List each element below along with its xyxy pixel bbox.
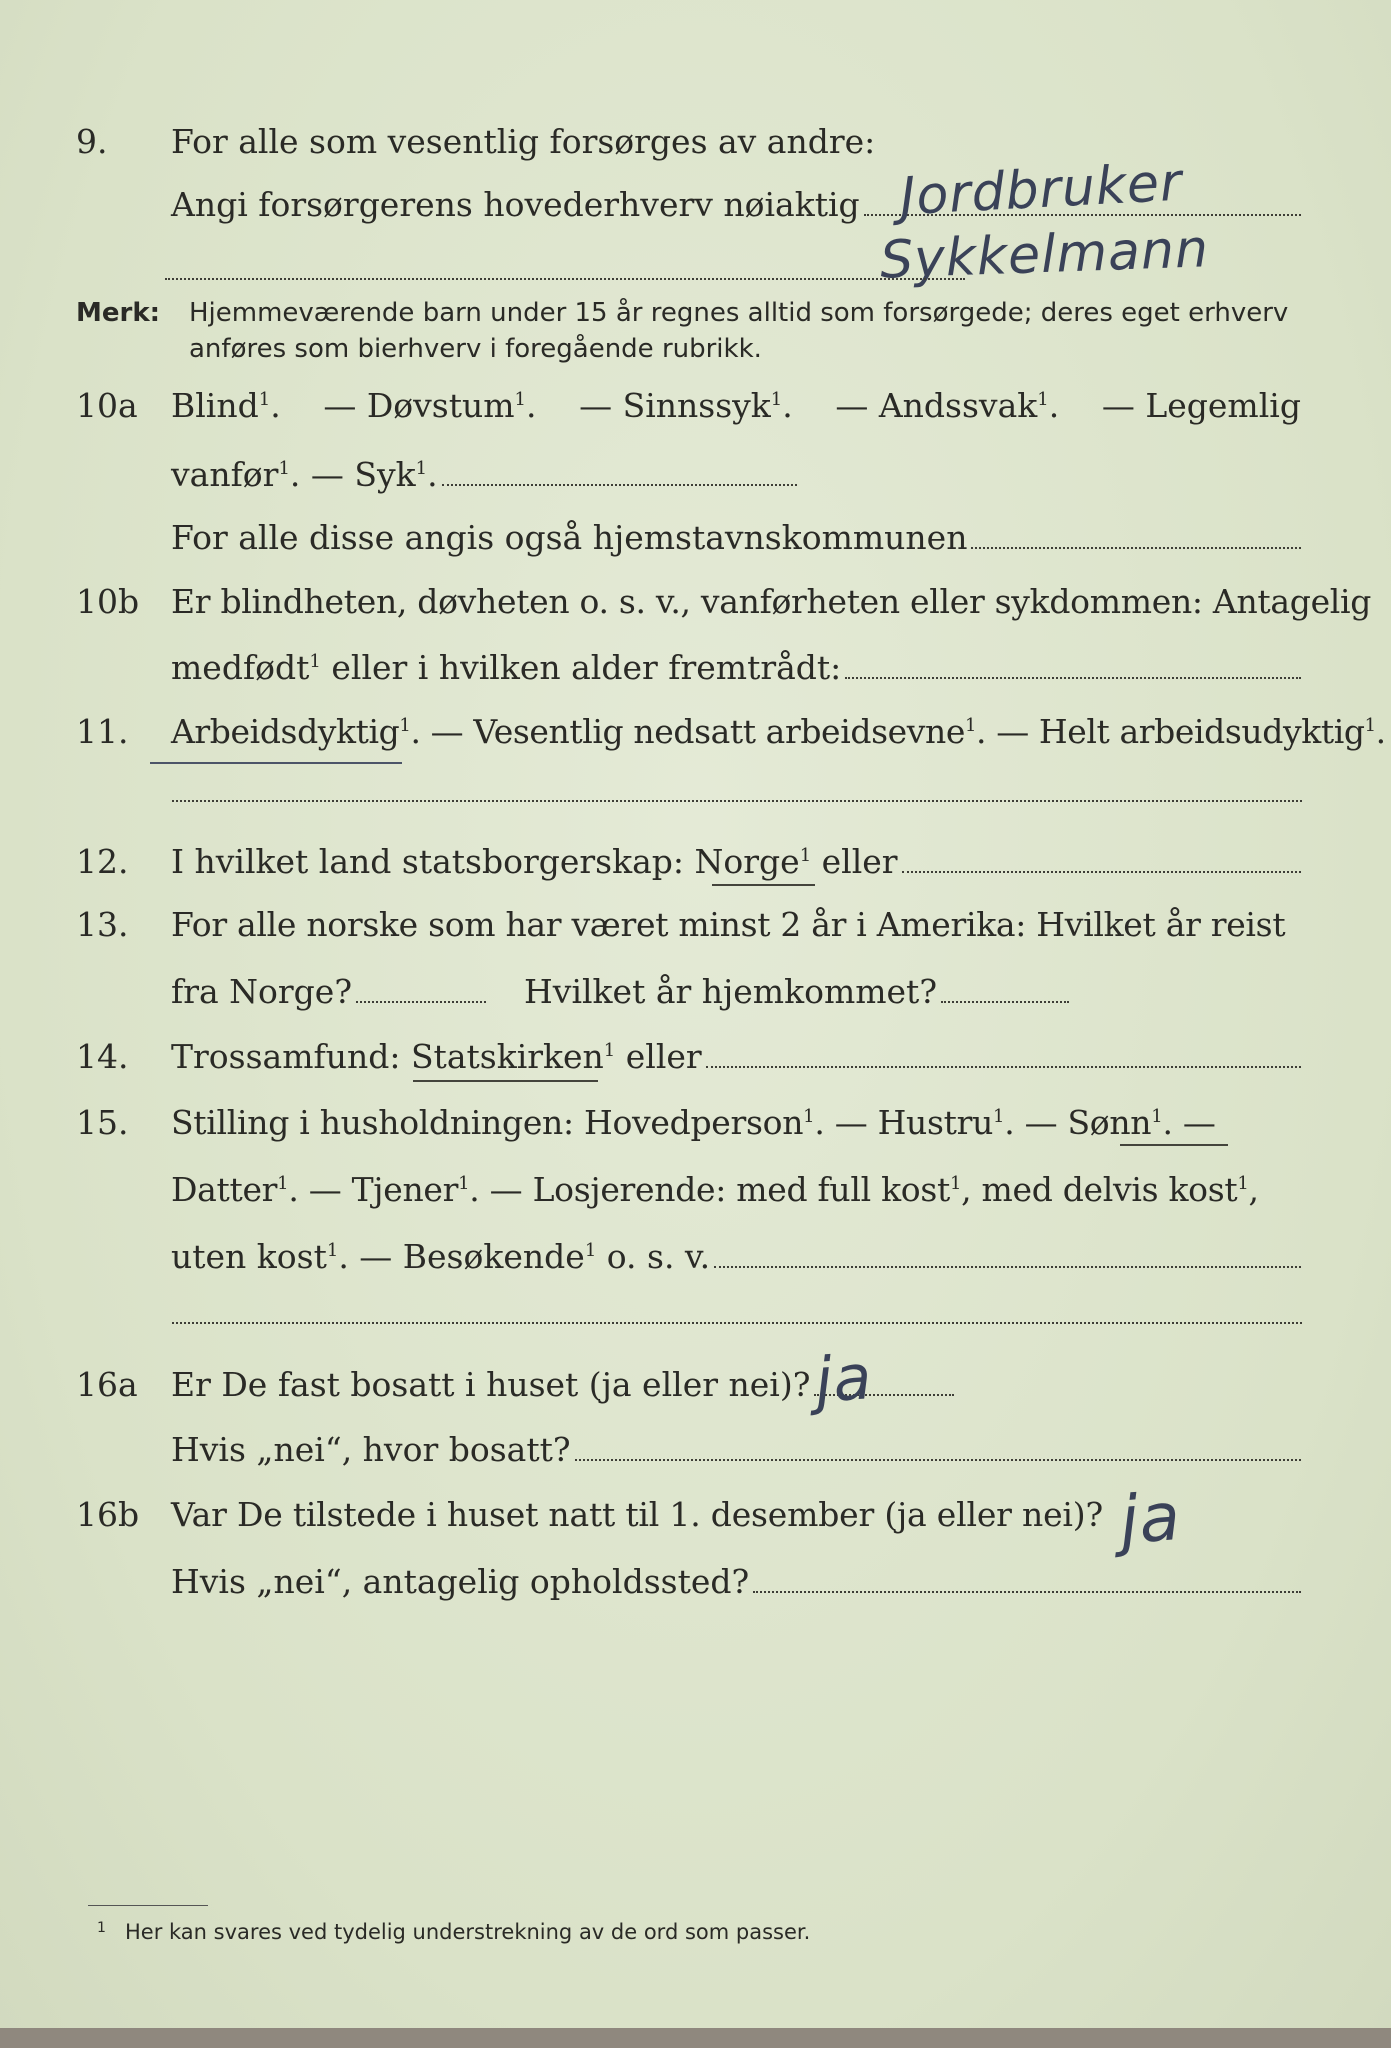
q14-number: 14. — [76, 1037, 129, 1076]
option-andssvak[interactable]: — Andssvak — [835, 386, 1038, 425]
option-uten-kost[interactable]: uten kost — [171, 1237, 327, 1276]
q12-answer-line[interactable] — [902, 871, 1301, 873]
q10a-answer-line[interactable] — [971, 547, 1301, 549]
q13-hjemkommet-label: Hvilket år hjemkommet? — [524, 972, 938, 1011]
option-tjener[interactable]: . — Tjener — [288, 1170, 459, 1209]
q15-answer-line[interactable] — [714, 1266, 1301, 1268]
footnote-text: Her kan svares ved tydelig understrekning av de ord som passer. — [125, 1920, 811, 1944]
q16b-text2: Hvis „nei“, antagelig opholdssted? — [171, 1562, 750, 1601]
q10a-line2-dots[interactable] — [442, 484, 797, 486]
q16a-number: 16a — [76, 1365, 138, 1404]
option-syk[interactable]: — Syk — [300, 455, 416, 494]
norge-underline — [712, 884, 815, 886]
q13-hjemkommet-line[interactable] — [941, 1001, 1069, 1003]
q9-handwritten-answer1: Jordbruker — [898, 152, 1184, 228]
q14-answer-line[interactable] — [706, 1066, 1301, 1068]
option-sinnssyk[interactable]: — Sinnssyk — [579, 386, 771, 425]
option-nedsatt-arbeidsevne[interactable]: . — Vesentlig nedsatt arbeidsevne — [410, 712, 965, 751]
q13-text1: For alle norske som har været minst 2 år i Amerika: Hvilket år reist — [171, 905, 1286, 944]
q15-number: 15. — [76, 1103, 129, 1142]
census-form-page: 9. For alle som vesentlig forsørges av andre: Angi forsørgerens hovederhverv nøiaktig Jordbruker Sykkelmann Merk: Hjemmeværende barn under 15 år regnes alltid som forsørgede; deres eget erhverv anføres som bierhverv i foregående rubrikk. 10a Blind$^1$. — Døvstum$^1$. — Sinnssyk$^1$. — Andssvak$^1$. — Legemlig vanfør$^1$. — Syk$^1$. For alle disse angis også hjemstavnskommunen 10b Er blindheten, døvheten o. s. v., vanførheten eller sykdommen: Antagelig medfødt$^1$ eller i hvilken alder fremtrådt: 11. Arbeidsdyktig$^1$. — Vesentlig nedsatt arbeidsevne$^1$. — Helt arbeidsudyktig$^1$. 12. I hvilket land statsborgerskap: Norge$^1$ eller 13. For alle norske som har været minst 2 år i Amerika: Hvilket år reist fra Norge? Hvilket år hjemkommet? 14. Trossamfund: Statskirken$^1$ eller 15. Stilling i husholdningen: Hovedperson$^1$. — Hustru$^1$. — Sønn$^1$. — Datter$^1$. — Tjener$^1$. — Losjerende: med full kost$^1$, med delvis kost$^1$, uten kost$^1$. — Besøkende$^1$ o. s. v. 16a Er De fast bosatt i huset (ja eller nei)? ja Hvis „nei“, hvor bosatt? 16b Var De tilstede i huset natt til 1. desember (ja eller nei)? ja Hvis „nei“, antagelig opholdssted? 1 Her kan svares ved tydelig understrekning av de ord som passer. — [0, 0, 1391, 2048]
q13-reist-line[interactable] — [356, 1001, 486, 1003]
merk-label: Merk: — [76, 298, 161, 328]
q15-extra-line — [172, 1322, 1302, 1324]
q16b-handwritten-answer: ja — [1117, 1477, 1184, 1560]
sonn-underline — [1120, 1144, 1228, 1146]
q9-text2: Angi forsørgerens hovederhverv nøiaktig — [171, 185, 860, 224]
q16a-text2: Hvis „nei“, hvor bosatt? — [171, 1430, 571, 1469]
q9-text1: For alle som vesentlig forsørges av andre: — [171, 122, 876, 161]
q13-number: 13. — [76, 905, 129, 944]
q11-number: 11. — [76, 712, 129, 751]
q9-extra-line — [165, 278, 965, 280]
q10b-number: 10b — [76, 582, 140, 621]
footnote — [97, 1920, 811, 1944]
option-legemlig[interactable]: — Legemlig — [1101, 386, 1301, 425]
option-blind[interactable]: Blind — [171, 386, 259, 425]
scan-bottom-edge — [0, 2028, 1391, 2048]
q16a-bosatt-line[interactable] — [575, 1459, 1301, 1461]
merk-line1: Hjemmeværende barn under 15 år regnes alltid som forsørgede; deres eget erhverv — [189, 298, 1289, 328]
option-dovstum[interactable]: — Døvstum — [323, 386, 515, 425]
option-arbeidsdyktig[interactable]: Arbeidsdyktig — [171, 712, 400, 751]
q16b-number: 16b — [76, 1495, 140, 1534]
option-statskirken[interactable]: Statskirken — [410, 1037, 604, 1076]
q9-handwritten-answer2: Sykkelmann — [879, 219, 1210, 291]
statskirken-underline — [413, 1080, 598, 1082]
q10b-text1: Er blindheten, døvheten o. s. v., vanførheten eller sykdommen: Antagelig — [171, 582, 1372, 621]
option-hustru[interactable]: . — Hustru — [814, 1103, 994, 1142]
q10a-number: 10a — [76, 386, 138, 425]
q13-reist-label: fra Norge? — [171, 972, 353, 1011]
q11-extra-line — [172, 800, 1302, 802]
q12-number: 12. — [76, 842, 129, 881]
q9-number: 9. — [76, 122, 108, 161]
option-datter[interactable]: Datter — [171, 1170, 278, 1209]
option-helt-arbeidsudyktig[interactable]: . — Helt arbeidsudyktig — [976, 712, 1365, 751]
q16a-text1: Er De fast bosatt i huset (ja eller nei)? — [171, 1365, 811, 1404]
q10a-text3: For alle disse angis også hjemstavnskommunen — [171, 518, 968, 557]
q16b-text1: Var De tilstede i huset natt til 1. desember (ja eller nei)? — [171, 1495, 1103, 1534]
option-sonn[interactable]: Sønn — [1067, 1103, 1152, 1142]
footnote-mark: 1 — [97, 1920, 106, 1936]
merk-line2: anføres som bierhverv i foregående rubrikk. — [189, 334, 762, 364]
option-besokende[interactable]: . — Besøkende — [338, 1237, 585, 1276]
option-medfodt[interactable]: medfødt — [171, 648, 310, 687]
q16b-opholdssted-line[interactable] — [753, 1591, 1301, 1593]
arbeidsdyktig-underline — [150, 762, 402, 764]
option-hovedperson[interactable]: Stilling i husholdningen: Hovedperson — [171, 1103, 804, 1142]
q16a-handwritten-answer: ja — [812, 1340, 875, 1417]
option-full-kost[interactable]: . — Losjerende: med full kost — [469, 1170, 950, 1209]
option-vanfor[interactable]: vanfør — [171, 455, 279, 494]
q10b-answer-line[interactable] — [845, 677, 1301, 679]
option-norge[interactable]: Norge — [694, 842, 800, 881]
footnote-rule — [88, 1905, 208, 1906]
option-delvis-kost[interactable]: , med delvis kost — [961, 1170, 1238, 1209]
